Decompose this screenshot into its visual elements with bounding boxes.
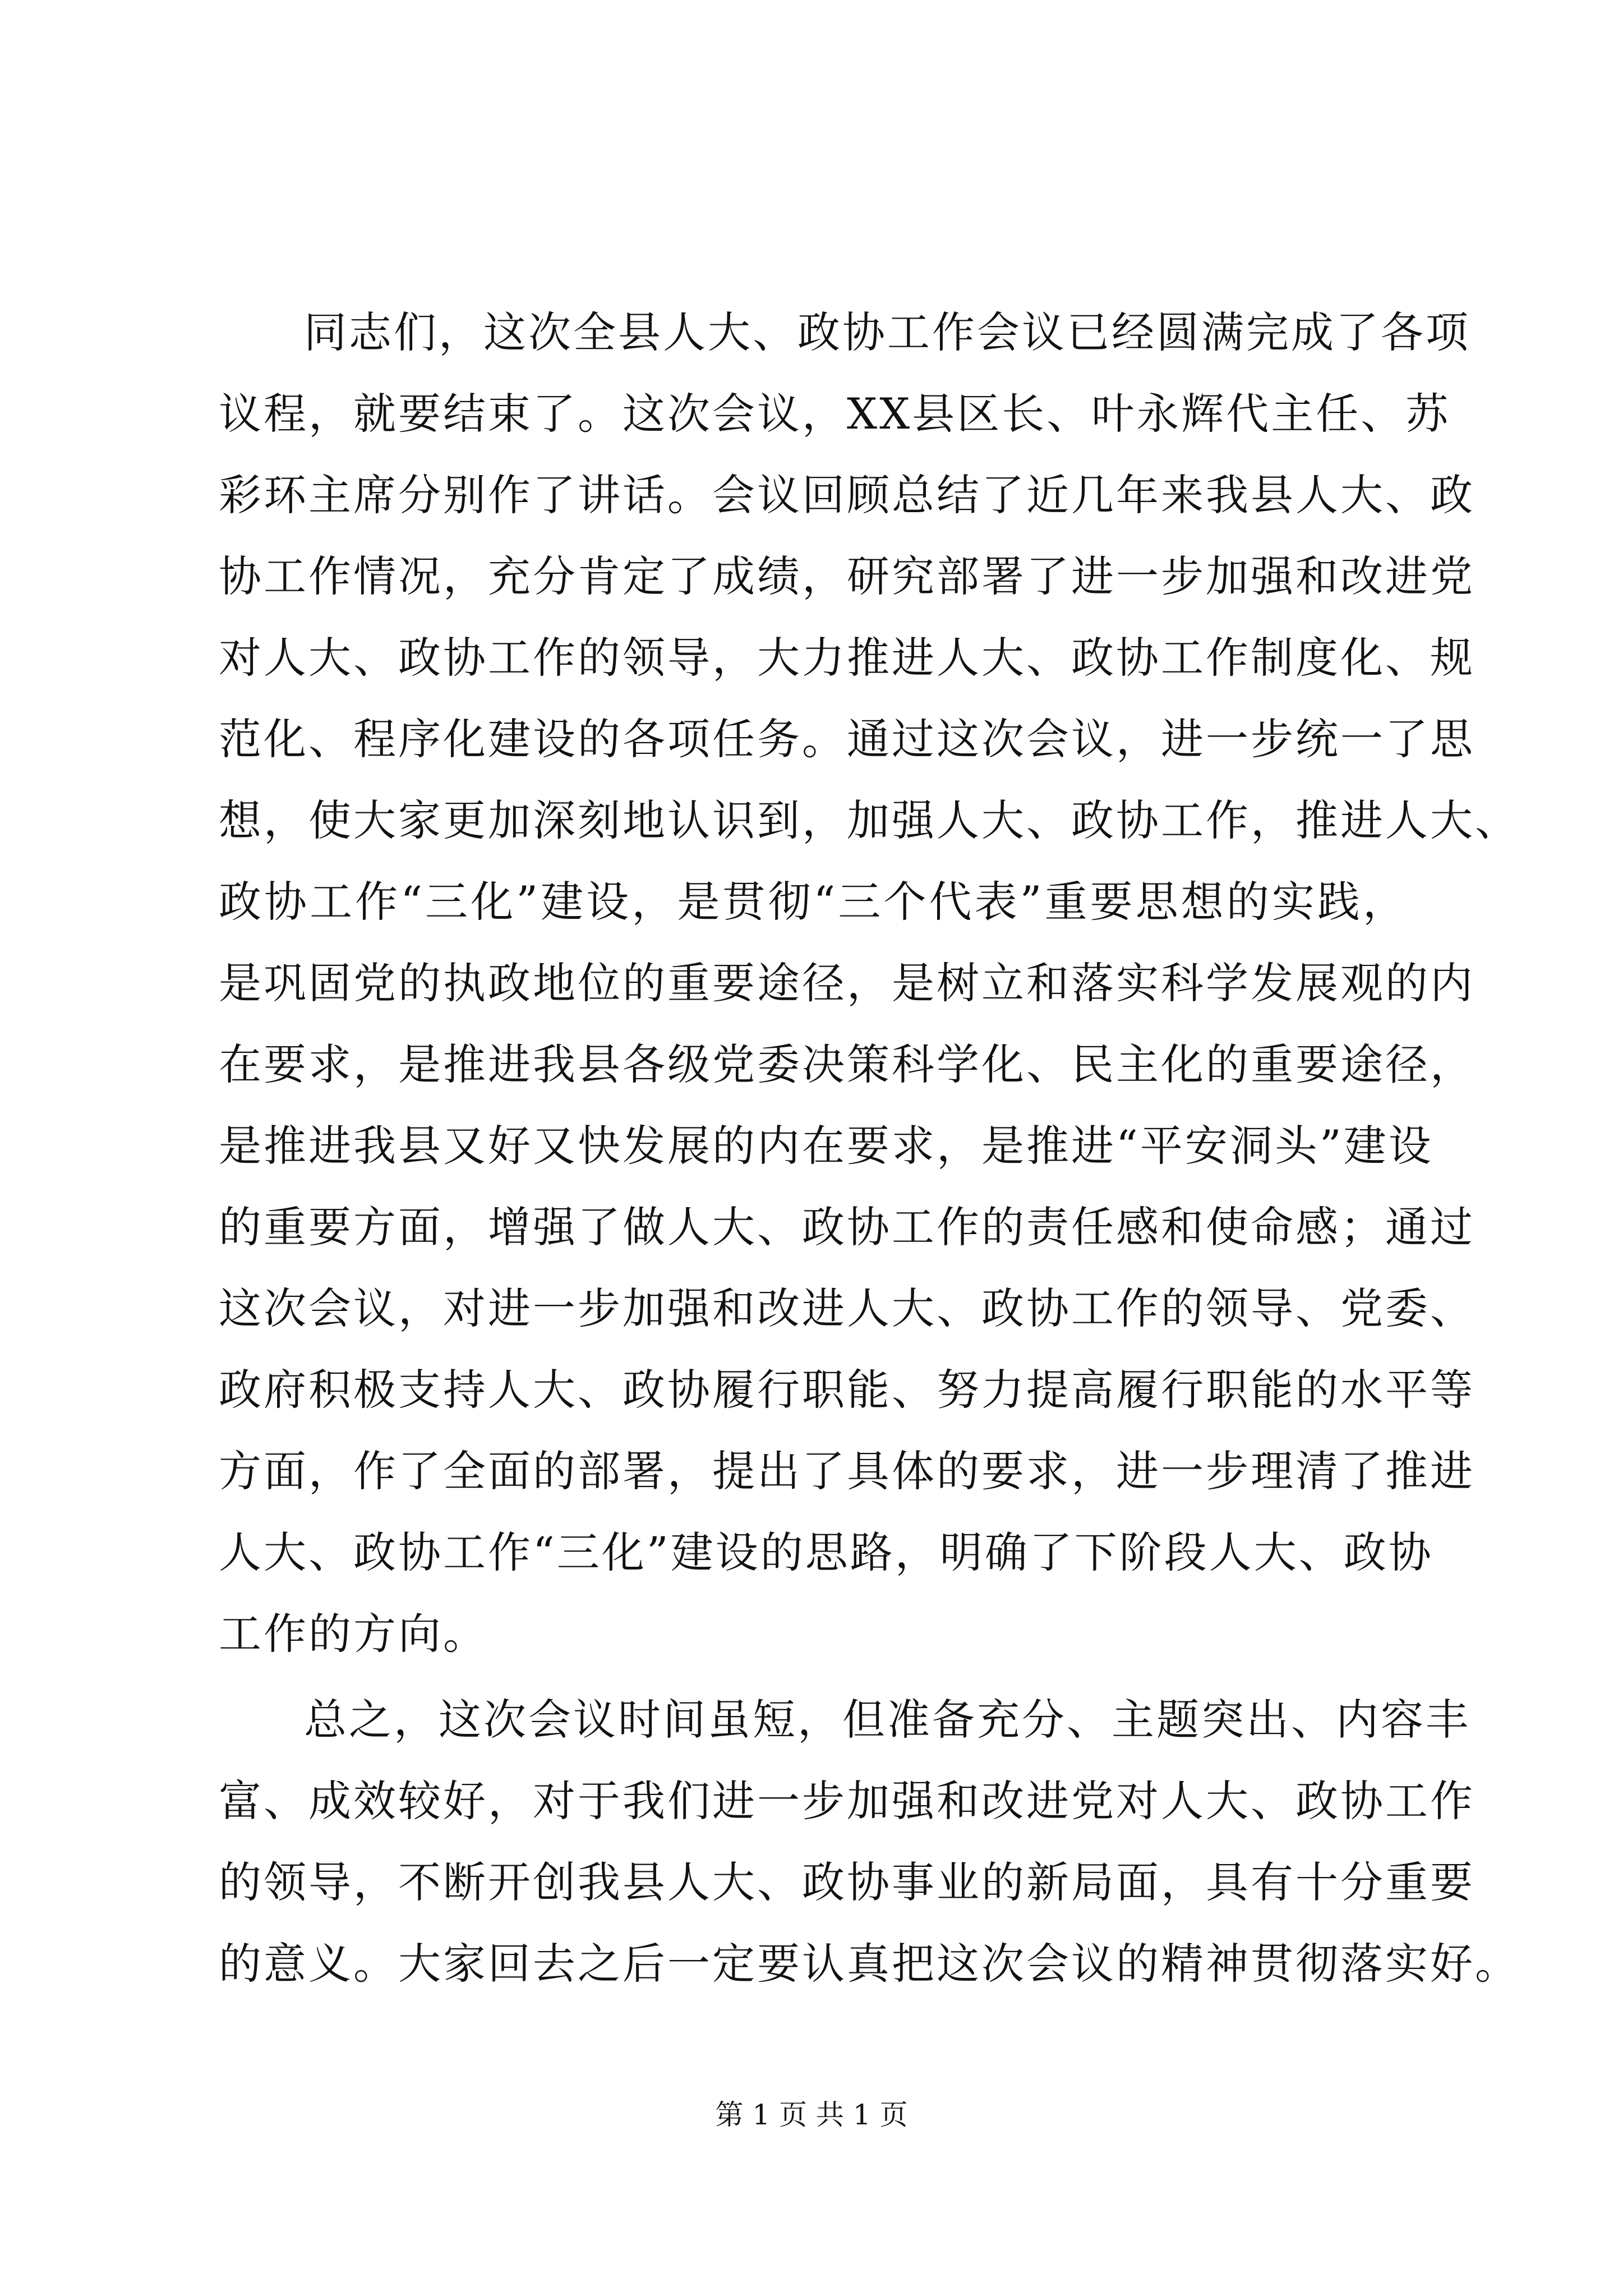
paragraph-2 [219, 1679, 1520, 2004]
paragraph-gap [219, 1674, 1408, 1679]
text-line: 的重要方面，增强了做人大、政协工作的责任感和使命感；通过 [219, 1202, 1475, 1252]
text-line: 是推进我县又好又快发展的内在要求，是推进“平安洞头”建设 [219, 1121, 1433, 1171]
text-line: 同志们，这次全县人大、政协工作会议已经圆满完成了各项 [304, 307, 1470, 357]
text-line: 这次会议，对进一步加强和改进人大、政协工作的领导、党委、 [219, 1283, 1475, 1333]
text-line: 人大、政协工作“三化”建设的思路，明确了下阶段人大、政协 [219, 1527, 1433, 1577]
text-line: 的领导，不断开创我县人大、政协事业的新局面，具有十分重要 [219, 1857, 1475, 1907]
text-line: 富、成效较好，对于我们进一步加强和改进党对人大、政协工作 [219, 1776, 1475, 1826]
text-line: 对人大、政协工作的领导，大力推进人大、政协工作制度化、规 [219, 633, 1475, 683]
text-line: 彩环主席分别作了讲话。会议回顾总结了近几年来我县人大、政 [219, 470, 1475, 520]
text-line: 的意义。大家回去之后一定要认真把这次会议的精神贯彻落实好。 [219, 1939, 1520, 1989]
document-body [219, 292, 1520, 2004]
text-line: 方面，作了全面的部署，提出了具体的要求，进一步理清了推进 [219, 1446, 1475, 1496]
text-line: 想，使大家更加深刻地认识到，加强人大、政协工作，推进人大、 [219, 795, 1520, 845]
text-line: 工作的方向。 [219, 1609, 488, 1659]
page-footer: 第 1 页 共 1 页 [715, 2099, 908, 2131]
paragraph-1 [219, 292, 1520, 1674]
text-line: 范化、程序化建设的各项任务。通过这次会议，进一步统一了思 [219, 714, 1475, 764]
text-line: 总之，这次会议时间虽短，但准备充分、主题突出、内容丰 [304, 1695, 1470, 1745]
text-line: 是巩固党的执政地位的重要途径，是树立和落实科学发展观的内 [219, 958, 1475, 1008]
text-line: 协工作情况，充分肯定了成绩，研究部署了进一步加强和改进党 [219, 551, 1475, 601]
text-line: 议程，就要结束了。这次会议，XX县区长、叶永辉代主任、苏 [219, 389, 1451, 439]
text-line: 在要求，是推进我县各级党委决策科学化、民主化的重要途径， [219, 1039, 1475, 1089]
text-line: 政协工作“三化”建设，是贯彻“三个代表”重要思想的实践， [219, 877, 1408, 927]
text-line: 政府积极支持人大、政协履行职能、努力提高履行职能的水平等 [219, 1365, 1475, 1415]
